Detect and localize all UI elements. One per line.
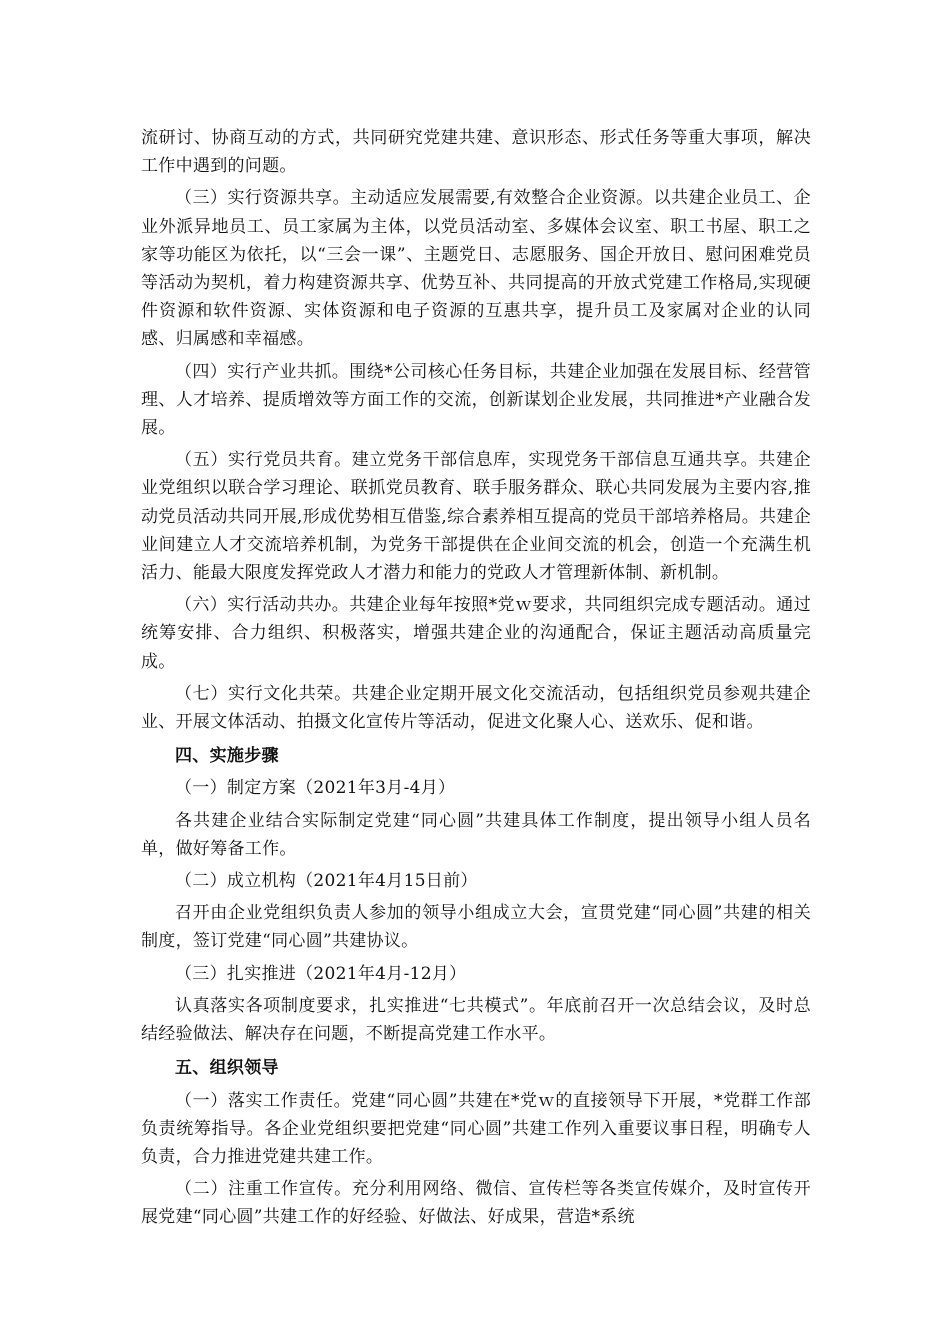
- paragraph-resource-sharing: （三）实行资源共享。主动适应发展需要,有效整合企业资源。以共建企业员工、企业外派异地员工、员工家属为主体，以党员活动室、多媒体会议室、职工书屋、职工之家等功能区为依托，以“三会一课”、主题党日、志愿服务、国企开放日、慰问困难党员等活动为契机，着力构建资源共享、优势互补、共同提高的开放式党建工作格局,实现硬件资源和软件资源、实体资源和电子资源的互惠共享，提升员工及家属对企业的认同感、归属感和幸福感。: [141, 188, 811, 350]
- paragraph-organization: 召开由企业党组织负责人参加的领导小组成立大会，宣贯党建“同心圆”共建的相关制度，签订党建“同心圆”共建协议。: [141, 903, 811, 952]
- paragraph-responsibility: （一）落实工作责任。党建“同心圆”共建在*党ｗ的直接领导下开展，*党群工作部负责统筹指导。各企业党组织要把党建“同心圆”共建工作列入重要议事日程，明确专人负责，合力推进党建共建工作。: [141, 1090, 811, 1167]
- paragraph-party-members: （五）实行党员共育。建立党务干部信息库，实现党务干部信息互通共享。共建企业党组织以联合学习理论、联抓党员教育、联手服务群众、联心共同发展为主要内容,推动党员活动共同开展,形成优势相互借鉴,综合素养相互提高的党员干部培养格局。共建企业间建立人才交流培养机制，为党务干部提供在企业间交流的机会，创造一个充满生机活力、能最大限度发挥党政人才潜力和能力的党政人才管理新体制、新机制。: [141, 450, 811, 584]
- paragraph-plan: 各共建企业结合实际制定党建“同心圆”共建具体工作制度，提出领导小组人员名单，做好筹备工作。: [141, 810, 811, 859]
- paragraph-activities: （六）实行活动共办。共建企业每年按照*党ｗ要求，共同组织完成专题活动。通过统筹安排、合力组织、积极落实，增强共建企业的沟通配合，保证主题活动高质量完成。: [141, 595, 811, 672]
- paragraph-culture: （七）实行文化共荣。共建企业定期开展文化交流活动，包括组织党员参观共建企业、开展文体活动、拍摄文化宣传片等活动，促进文化聚人心、送欢乐、促和谐。: [141, 683, 811, 733]
- paragraph-industry: （四）实行产业共抓。围绕*公司核心任务目标，共建企业加强在发展目标、经营管理、人才培养、提质增效等方面工作的交流，创新谋划企业发展，共同推进*产业融合发展。: [141, 361, 811, 439]
- paragraph-advance: 认真落实各项制度要求，扎实推进“七共模式”。年底前召开一次总结会议，及时总结经验做法、解决存在问题，不断提高党建工作水平。: [141, 995, 811, 1045]
- step-heading-plan: （一）制定方案（2021年3月-4月）: [175, 778, 456, 799]
- paragraph-publicity: （二）注重工作宣传。充分利用网络、微信、宣传栏等各类宣传媒介，及时宣传开展党建“同心圆”共建工作的好经验、好做法、好成果，营造*系统: [141, 1179, 811, 1228]
- section-heading-leadership: 五、组织领导: [175, 1058, 279, 1079]
- step-heading-advance: （三）扎实推进（2021年4月-12月）: [175, 963, 467, 984]
- section-heading-implementation: 四、实施步骤: [175, 746, 279, 767]
- paragraph-continued: 流研讨、协商互动的方式，共同研究党建共建、意识形态、形式任务等重大事项，解决工作中遇到的问题。: [141, 128, 811, 177]
- document-body: [141, 124, 811, 1232]
- step-heading-organization: （二）成立机构（2021年4月15日前）: [175, 871, 478, 892]
